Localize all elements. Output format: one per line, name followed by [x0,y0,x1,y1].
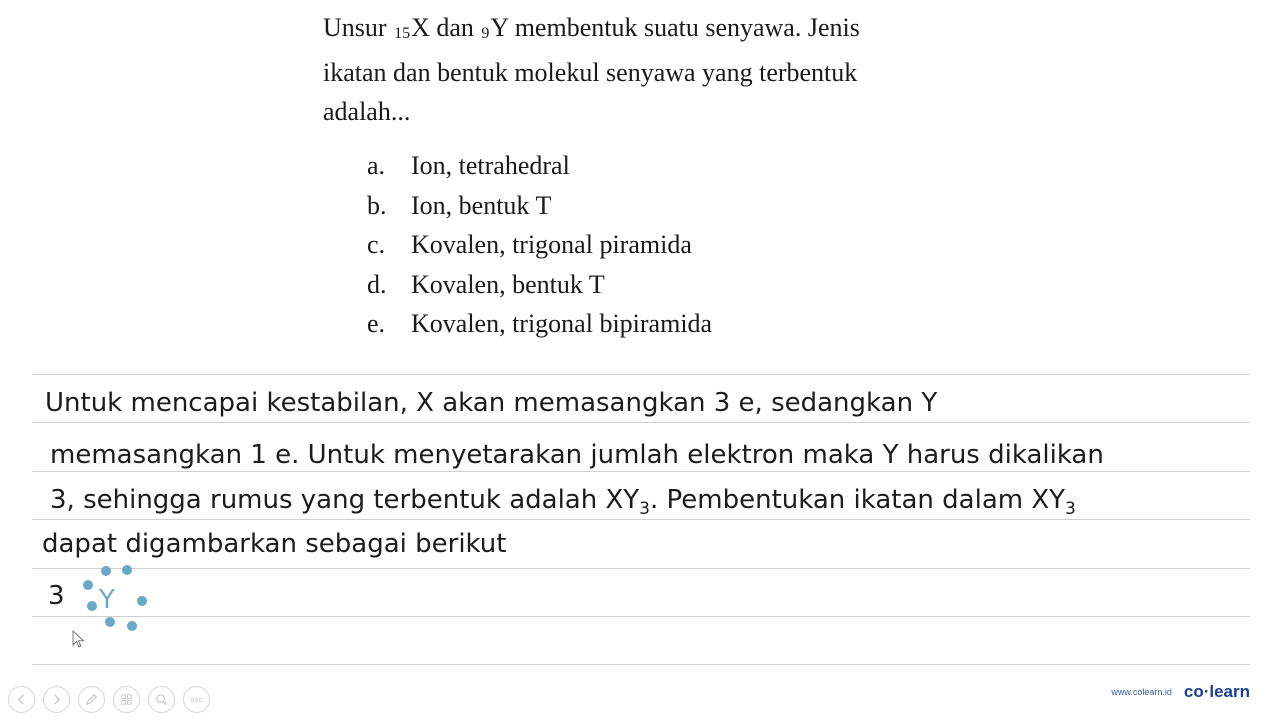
brand-url[interactable]: www.colearn.id [1111,687,1172,697]
electron-dot [105,617,115,627]
ruled-line [32,568,1250,569]
question-line-2: ikatan dan bentuk molekul senyawa yang terbentuk [323,58,858,87]
option-b: b. Ion, bentuk T [367,190,552,220]
ruled-line [32,616,1250,617]
back-button[interactable] [8,686,35,713]
explanation-line-2: memasangkan 1 e. Untuk menyetarakan jumlah elektron maka Y harus dikalikan [50,440,1104,470]
grid-icon [119,692,134,707]
forward-button[interactable] [43,686,70,713]
pen-button[interactable] [78,686,105,713]
electron-dot [137,596,147,606]
question-line-1: Unsur $_{15}$X dan $_9$Y membentuk suatu senyawa. Jenis [323,13,860,42]
coefficient-3: 3 [48,581,65,611]
ruled-line [32,664,1250,665]
answer-options [367,146,712,344]
player-toolbar [8,686,210,713]
atomic-number-x: 15 [394,25,411,42]
forward-icon [49,692,64,707]
back-icon [14,692,29,707]
atomic-number-y: 9 [481,25,490,42]
electron-dot [122,565,132,575]
brand [1111,682,1250,702]
ruled-line [32,422,1250,423]
brand-logo: co·learn [1183,682,1250,701]
electron-dot [83,580,93,590]
option-e: e. Kovalen, trigonal bipiramida [367,309,713,338]
option-a: a. Ion, tetrahedral [367,151,570,180]
question-text [323,8,1003,131]
more-icon: ooo [190,695,203,704]
zoom-icon [154,692,169,707]
question-line-3: adalah... [323,97,411,126]
explanation-line-3: 3, sehingga rumus yang terbentuk adalah $XY_3$. Pembentukan ikatan dalam $XY_3$ [50,485,1076,519]
electron-dot [127,621,137,631]
option-c: c. Kovalen, trigonal piramida [367,230,692,259]
element-symbol-y: Y [99,585,115,615]
electron-dot [87,601,97,611]
mouse-cursor-icon [72,630,86,650]
option-d: d. Kovalen, bentuk T [367,269,605,299]
grid-button[interactable] [113,686,140,713]
explanation-line-1: Untuk mencapai kestabilan, X akan memasangkan 3 e, sedangkan Y [45,388,938,418]
explanation-line-4: dapat digambarkan sebagai berikut [42,529,507,559]
ruled-line [32,471,1250,472]
pen-icon [84,692,99,707]
zoom-button[interactable] [148,686,175,713]
ruled-line [32,374,1250,375]
more-button[interactable] [183,686,210,713]
